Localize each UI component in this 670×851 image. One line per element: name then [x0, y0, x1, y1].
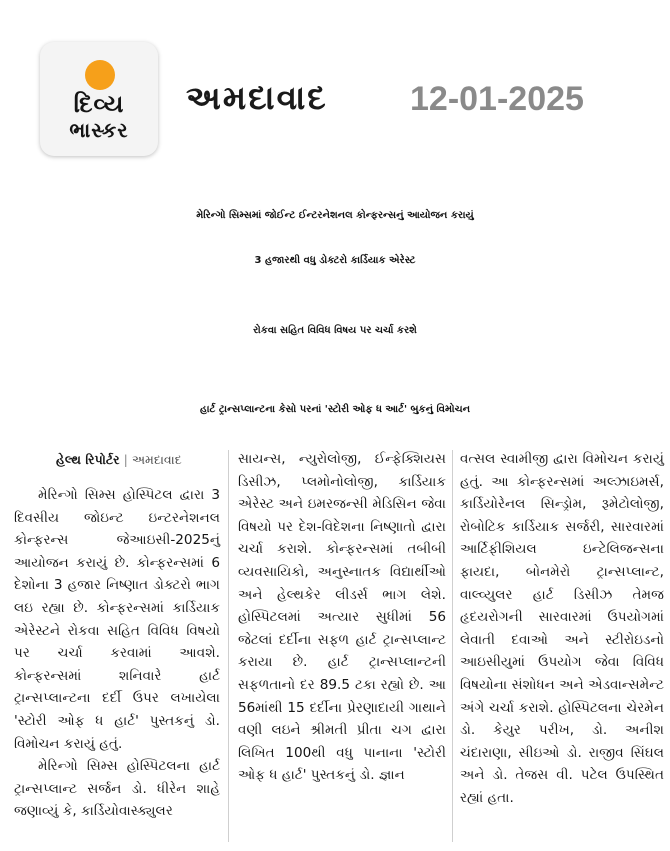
logo-text-line1: દિવ્ય [73, 90, 125, 118]
article-paragraph: સાયન્સ, ન્યુરોલોજી, ઈન્ફેક્શિયસ ડિસીઝ, પ્લમોનોલોજી, કાર્ડિયાક એરેસ્ટ અને ઇમરજન્સી મેડિસિન જેવા વિષયો પર દેશ-વિદેશના નિષ્ણાતો દ્વારા ચર્ચા કરાશે. કોન્ફરન્સમાં તબીબી વ્યવસાયિકો, અનુસ્નાતક વિદ્યાર્થીઓ અને હેલ્થકેર લીડર્સ ભાગ લેશે. હોસ્પિટલમાં અત્યાર સુધીમાં 56 જેટલાં દર્દીના સફળ હાર્ટ ટ્રાન્સપ્લાન્ટ કરાયા છે. હાર્ટ ટ્રાન્સપ્લાન્ટની સફળતાનો દર 89.5 ટકા રહ્યો છે. આ 56માંથી 15 દર્દીના પ્રેરણાદાયી ગાથાને વણી લઇને શ્રીમતી પ્રીતા ચગ દ્વારા લિખિત 100થી વધુ પાનાના 'સ્ટોરી ઓફ ધ હાર્ટ' પુસ્તકનું ડો. જ્ઞાન [238, 451, 446, 784]
column-divider [452, 450, 453, 842]
logo-text-line2: ભાસ્કર [69, 118, 129, 142]
headline-kicker: મેરિન્ગો સિમ્સમાં જોઈન્ટ ઈન્ટરનેશનલ કોન્ફરન્સનું આયોજન કરાયું [196, 210, 474, 221]
edition-city: અમદાવાદ [186, 78, 328, 117]
column-divider [228, 450, 229, 842]
article-body [14, 448, 664, 848]
edition-date: 12-01-2025 [410, 80, 584, 118]
article-column-2 [238, 448, 446, 787]
article-paragraph: મેરિન્ગો સિમ્સ હોસ્પિટલના હાર્ટ ટ્રાન્સપ્લાન્ટ સર્જન ડો. ધીરેન શાહે જણાવ્યું કે, કાર્ડિયોવાસ્ક્યુલર [14, 758, 220, 820]
byline-reporter: હેલ્થ રિપોર્ટર [56, 452, 120, 467]
article-paragraph: મેરિન્ગો સિમ્સ હોસ્પિટલ દ્વારા 3 દિવસીય જોઇન્ટ ઇન્ટરનેશનલ કોન્ફરન્સ જેઆઇસી-2025નું આયોજન કરાયું છે. કોન્ફરન્સમાં 6 દેશોના 3 હજાર નિષ્ણાત ડોક્ટરો ભાગ લઇ રહ્યા છે. કોન્ફરન્સમાં કાર્ડિયાક એરેસ્ટને રોકવા સહિત વિવિધ વિષયો પર ચર્ચા કરવામાં આવશે. કોન્ફરન્સમાં શનિવારે હાર્ટ ટ્રાન્સપ્લાન્ટના દર્દી ઉપર લખાયેલા 'સ્ટોરી ઓફ ધ હાર્ટ' પુસ્તકનું ડો. વિમોચન કરાયું હતું. [14, 487, 220, 752]
byline-city: અમદાવાદ [131, 452, 182, 467]
byline: હેલ્થ રિપોર્ટર | અમદાવાદ [56, 452, 182, 467]
headline-main-line1: 3 હજારથી વધુ ડોક્ટરો કાર્ડિયાક એરેસ્ટ [254, 255, 416, 266]
divya-bhaskar-logo [40, 42, 158, 156]
article-column-1 [14, 448, 220, 823]
sun-icon [85, 60, 115, 90]
article-paragraph: વત્સલ સ્વામીજી દ્વારા વિમોચન કરાયું હતું. આ કોન્ફરન્સમાં અલ્ઝાઇમર્સ, કાર્ડિયોરેનલ સિન્ડ્રોમ, રૂમેટોલોજી, રોબોટિક કાર્ડિયાક સર્જરી, સારવારમાં આર્ટિફીશિયલ ઇન્ટેલિજન્સના ફાયદા, બોનમેરો ટ્રાન્સપ્લાન્ટ, વાલ્વ્યુલર હાર્ટ ડિસીઝ તેમજ હૃદયરોગની સારવારમાં ઉપયોગમાં લેવાતી દવાઓ અને સ્ટીરોઇડનો આઇસીયુમાં ઉપયોગ જેવા વિવિધ વિષયોના સંશોધન અને એડવાન્સમેન્ટ અંગે ચર્ચા કરાશે. હોસ્પિટલના ચેરમેન ડો. કેયુર પરીખ, ડો. અનીશ ચંદારાણા, સીઇઓ ડો. રાજીવ સિંઘલ અને ડો. તેજસ વી. પટેલ ઉપસ્થિત રહ્યાં હતા. [460, 451, 664, 806]
article-column-3 [460, 448, 664, 810]
headline-sub: હાર્ટ ટ્રાન્સપ્લાન્ટના કેસો પરનાં 'સ્ટોરી ઓફ ધ આર્ટ' બુકનું વિમોચન [199, 404, 471, 415]
headline-main-line2: રોકવા સહિત વિવિધ વિષય પર ચર્ચા કરશે [253, 325, 417, 336]
